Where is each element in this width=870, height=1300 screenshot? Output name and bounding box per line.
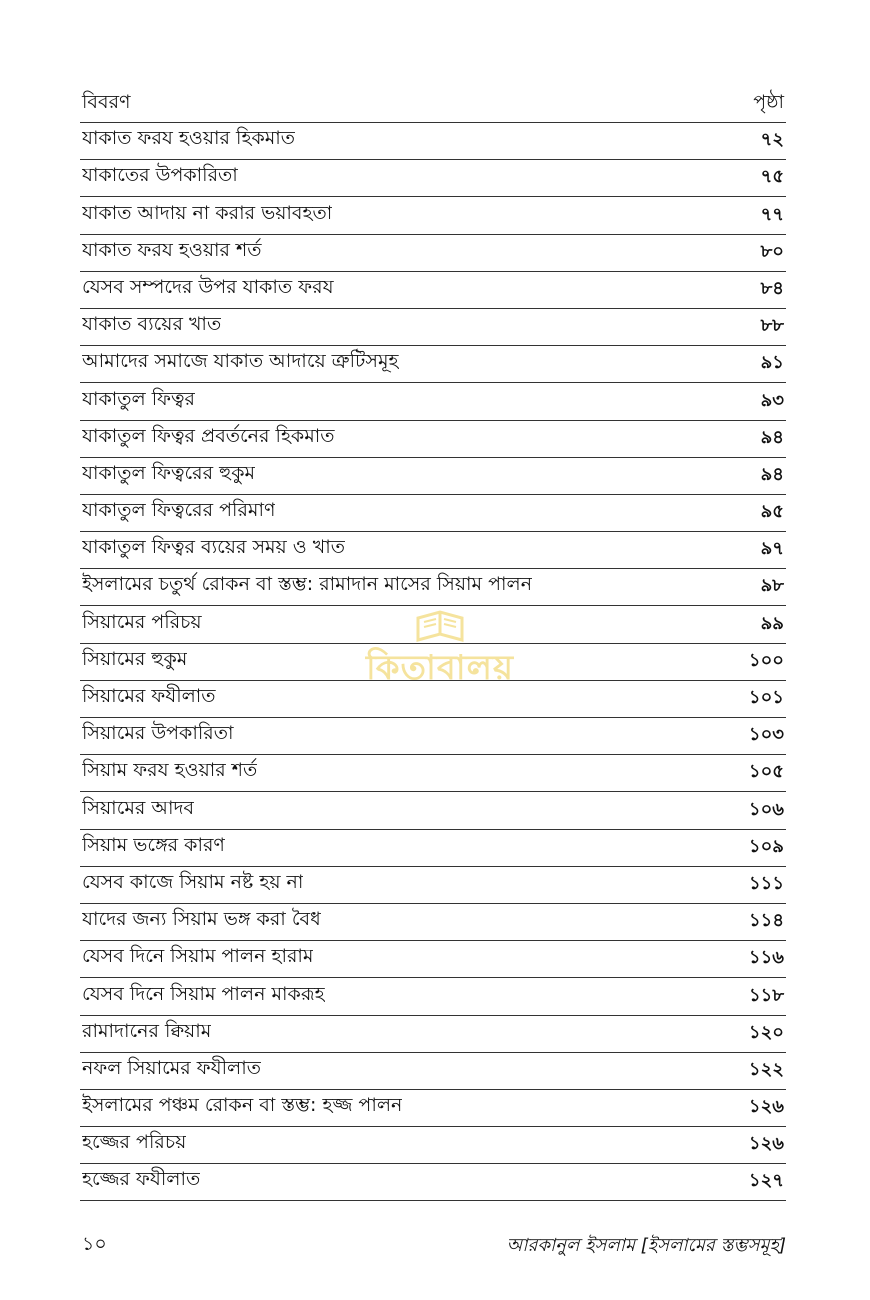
toc-entry-title: যাকাত ফরয হওয়ার শর্ত xyxy=(82,238,262,261)
toc-row xyxy=(80,718,786,755)
toc-entry-title: যেসব কাজে সিয়াম নষ্ট হয় না xyxy=(82,870,304,893)
toc-entry-title: আমাদের সমাজে যাকাত আদায়ে ত্রুটিসমূহ xyxy=(82,350,399,373)
watermark xyxy=(340,608,540,694)
toc-entry-page: ১১৬ xyxy=(748,947,784,969)
toc-entry-title: যাকাতুল ফিত্বর ব্যয়ের সময় ও খাত xyxy=(82,536,346,559)
toc-row xyxy=(80,495,786,532)
toc-entry-page: ১২৬ xyxy=(748,1133,784,1155)
toc-entry-title: যাকাতুল ফিত্বরের পরিমাণ xyxy=(82,499,276,522)
toc-entry-title: সিয়াম ফরয হওয়ার শর্ত xyxy=(82,759,258,782)
toc-entry-page: ৮৮ xyxy=(760,315,784,337)
toc-entry-title: যাকাতুল ফিত্বরের হুকুম xyxy=(82,461,256,484)
toc-row xyxy=(80,1127,786,1164)
toc-entry-page: ৯৪ xyxy=(760,463,784,485)
page-number: ১০ xyxy=(82,1233,107,1255)
toc-entry-title: যেসব সম্পদের উপর যাকাত ফরয xyxy=(82,275,334,298)
book-title: আরকানুল ইসলাম [ইসলামের স্তম্ভসমূহ] xyxy=(506,1234,786,1256)
toc-row xyxy=(80,1016,786,1053)
toc-entry-page: ১০৬ xyxy=(748,798,784,820)
toc-row xyxy=(80,792,786,829)
toc-row xyxy=(80,830,786,867)
page-column-label: পৃষ্ঠা xyxy=(753,91,784,113)
toc-row xyxy=(80,867,786,904)
toc-entry-page: ১০০ xyxy=(748,649,784,671)
toc-row xyxy=(80,755,786,792)
toc-entry-page: ৮৪ xyxy=(760,277,784,299)
toc-entry-title: হজ্জের ফযীলাত xyxy=(82,1168,201,1191)
toc-entry-page: ১২২ xyxy=(748,1058,784,1080)
toc-row xyxy=(80,123,786,160)
toc-entry-page: ৯৩ xyxy=(760,389,784,411)
toc-row xyxy=(80,346,786,383)
toc-row xyxy=(80,904,786,941)
toc-entry-title: সিয়াম ভঙ্গের কারণ xyxy=(82,833,225,856)
toc-entry-title: যাকাত ব্যয়ের খাত xyxy=(82,313,222,336)
toc-entry-page: ৭২ xyxy=(760,129,784,151)
toc-entry-title: যেসব দিনে সিয়াম পালন হারাম xyxy=(82,945,314,968)
toc-entry-page: ৭৫ xyxy=(760,166,784,188)
toc-entry-page: ৯১ xyxy=(760,352,784,374)
toc-entry-title: যেসব দিনে সিয়াম পালন মাকরূহ xyxy=(82,982,325,1005)
toc-entry-page: ১০৯ xyxy=(748,835,784,857)
toc-row xyxy=(80,532,786,569)
toc-entry-page: ১১১ xyxy=(748,872,784,894)
toc-row xyxy=(80,1164,786,1201)
toc-entry-title: যাকাতুল ফিত্বর xyxy=(82,387,195,410)
toc-entry-title: ইসলামের চতুর্থ রোকন বা স্তম্ভ: রামাদান মাসের সিয়াম পালন xyxy=(82,573,533,596)
toc-row xyxy=(80,569,786,606)
toc-entry-page: ১২০ xyxy=(748,1021,784,1043)
page-footer xyxy=(82,1230,786,1262)
toc-row xyxy=(80,458,786,495)
toc-entry-title: সিয়ামের আদব xyxy=(82,796,195,819)
toc-row xyxy=(80,272,786,309)
toc-entry-title: ইসলামের পঞ্চম রোকন বা স্তম্ভ: হজ্জ পালন xyxy=(82,1094,403,1117)
toc-entry-title: যাকাতুল ফিত্বর প্রবর্তনের হিকমাত xyxy=(82,424,335,447)
toc-entry-page: ১১৪ xyxy=(748,910,784,932)
toc-row xyxy=(80,1090,786,1127)
toc-entry-page: ৯৮ xyxy=(760,575,784,597)
toc-entry-title: রামাদানের ক্বিয়াম xyxy=(82,1019,212,1042)
toc-entry-page: ৯৯ xyxy=(760,612,784,634)
toc-entry-title: যাদের জন্য সিয়াম ভঙ্গ করা বৈধ xyxy=(82,908,321,931)
toc-entry-page: ৯৫ xyxy=(760,501,784,523)
toc-entry-title: নফল সিয়ামের ফযীলাত xyxy=(82,1056,261,1079)
toc-row xyxy=(80,421,786,458)
toc-entry-page: ৯৪ xyxy=(760,426,784,448)
toc-entry-page: ৮০ xyxy=(760,240,784,262)
toc-entry-title: যাকাতের উপকারিতা xyxy=(82,164,238,187)
toc-row xyxy=(80,941,786,978)
toc-row xyxy=(80,978,786,1015)
toc-entry-page: ১২৭ xyxy=(748,1170,784,1192)
toc-row xyxy=(80,383,786,420)
toc-row xyxy=(80,197,786,234)
toc-entry-title: যাকাত ফরয হওয়ার হিকমাত xyxy=(82,127,296,150)
toc-row xyxy=(80,309,786,346)
toc-entry-page: ১০১ xyxy=(748,687,784,708)
toc-entry-page: ৯৭ xyxy=(760,538,784,560)
toc-entry-title: হজ্জের পরিচয় xyxy=(82,1131,187,1154)
toc-entry-title: সিয়ামের ফযীলাত xyxy=(82,685,216,707)
toc-row xyxy=(80,1053,786,1090)
toc-entry-title: সিয়ামের উপকারিতা xyxy=(82,722,234,745)
toc-header xyxy=(80,86,786,123)
toc-entry-title: সিয়ামের হুকুম xyxy=(82,647,188,670)
toc-entry-page: ১১৮ xyxy=(748,984,784,1006)
toc-entry-page: ১২৬ xyxy=(748,1096,784,1118)
watermark-text: কিতাবালয় xyxy=(365,648,515,688)
toc-entry-title: যাকাত আদায় না করার ভয়াবহতা xyxy=(82,201,333,224)
toc-entry-title: সিয়ামের পরিচয় xyxy=(82,610,202,633)
toc-entry-page: ৭৭ xyxy=(760,203,784,225)
description-column-label: বিবরণ xyxy=(82,91,131,113)
toc-entry-page: ১০৩ xyxy=(748,724,784,746)
toc-entry-page: ১০৫ xyxy=(748,761,784,783)
toc-row xyxy=(80,160,786,197)
toc-row xyxy=(80,235,786,272)
